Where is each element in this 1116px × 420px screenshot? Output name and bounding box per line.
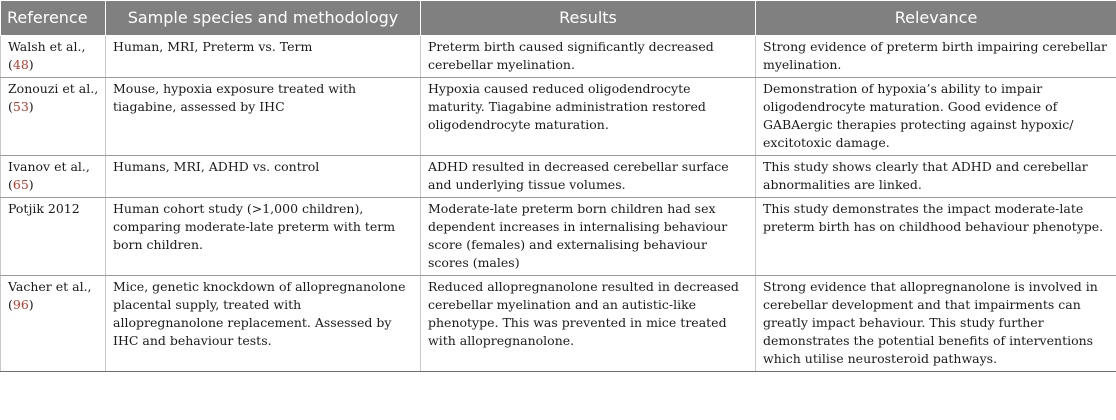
table-row — [1, 78, 1116, 156]
reference-author: Ivanov et al., — [8, 159, 90, 174]
table-row — [1, 198, 1116, 276]
reference-cell: Zonouzi et al., (53) — [1, 78, 106, 156]
results-cell: Preterm birth caused significantly decreased cerebellar myelination. — [421, 36, 756, 78]
citation-link[interactable]: 96 — [12, 297, 29, 312]
table-body — [1, 36, 1116, 372]
results-cell: Reduced allopregnanolone resulted in decreased cerebellar myelination and an autistic-like phenotype. This was prevented in mice treated with allopregnanolone. — [421, 276, 756, 372]
results-cell: Hypoxia caused reduced oligodendrocyte maturity. Tiagabine administration restored oligodendrocyte maturation. — [421, 78, 756, 156]
method-cell: Mouse, hypoxia exposure treated with tiagabine, assessed by IHC — [106, 78, 421, 156]
citation-link[interactable]: 48 — [12, 57, 29, 72]
table-header — [1, 1, 1116, 36]
reference-cell: Vacher et al., (96) — [1, 276, 106, 372]
header-relevance: Relevance — [756, 1, 1116, 36]
method-cell: Human cohort study (>1,000 children), comparing moderate-late preterm with term born children. — [106, 198, 421, 276]
method-cell: Humans, MRI, ADHD vs. control — [106, 156, 421, 198]
table-row — [1, 276, 1116, 372]
results-cell: ADHD resulted in decreased cerebellar surface and underlying tissue volumes. — [421, 156, 756, 198]
results-cell: Moderate-late preterm born children had sex dependent increases in internalising behaviour score (females) and externalising behaviour scores (males) — [421, 198, 756, 276]
method-cell: Mice, genetic knockdown of allopregnanolone placental supply, treated with allopregnanolone replacement. Assessed by IHC and behaviour tests. — [106, 276, 421, 372]
header-method: Sample species and methodology — [106, 1, 421, 36]
relevance-cell: Demonstration of hypoxia’s ability to impair oligodendrocyte maturation. Good evidence of GABAergic therapies protecting against hypoxic/ excitotoxic damage. — [756, 78, 1116, 156]
citation-link[interactable]: 53 — [12, 99, 29, 114]
method-cell: Human, MRI, Preterm vs. Term — [106, 36, 421, 78]
reference-author: Walsh et al., — [8, 39, 86, 54]
header-row — [1, 1, 1116, 36]
table-row — [1, 156, 1116, 198]
reference-author: Zonouzi et al., — [8, 81, 99, 96]
reference-cell: Ivanov et al., (65) — [1, 156, 106, 198]
relevance-cell: This study demonstrates the impact moderate-late preterm birth has on childhood behaviour phenotype. — [756, 198, 1116, 276]
relevance-cell: Strong evidence of preterm birth impairing cerebellar myelination. — [756, 36, 1116, 78]
reference-author: Potjik 2012 — [8, 201, 80, 216]
header-results: Results — [421, 1, 756, 36]
citation-link[interactable]: 65 — [12, 177, 29, 192]
reference-cell — [1, 198, 106, 276]
table-row — [1, 36, 1116, 78]
reference-cell: Walsh et al., (48) — [1, 36, 106, 78]
reference-author: Vacher et al., — [8, 279, 92, 294]
relevance-cell: Strong evidence that allopregnanolone is involved in cerebellar development and that impairments can greatly impact behaviour. This study further demonstrates the potential benefits of interventions which utilise neurosteroid pathways. — [756, 276, 1116, 372]
relevance-cell: This study shows clearly that ADHD and cerebellar abnormalities are linked. — [756, 156, 1116, 198]
header-reference: Reference — [1, 1, 106, 36]
